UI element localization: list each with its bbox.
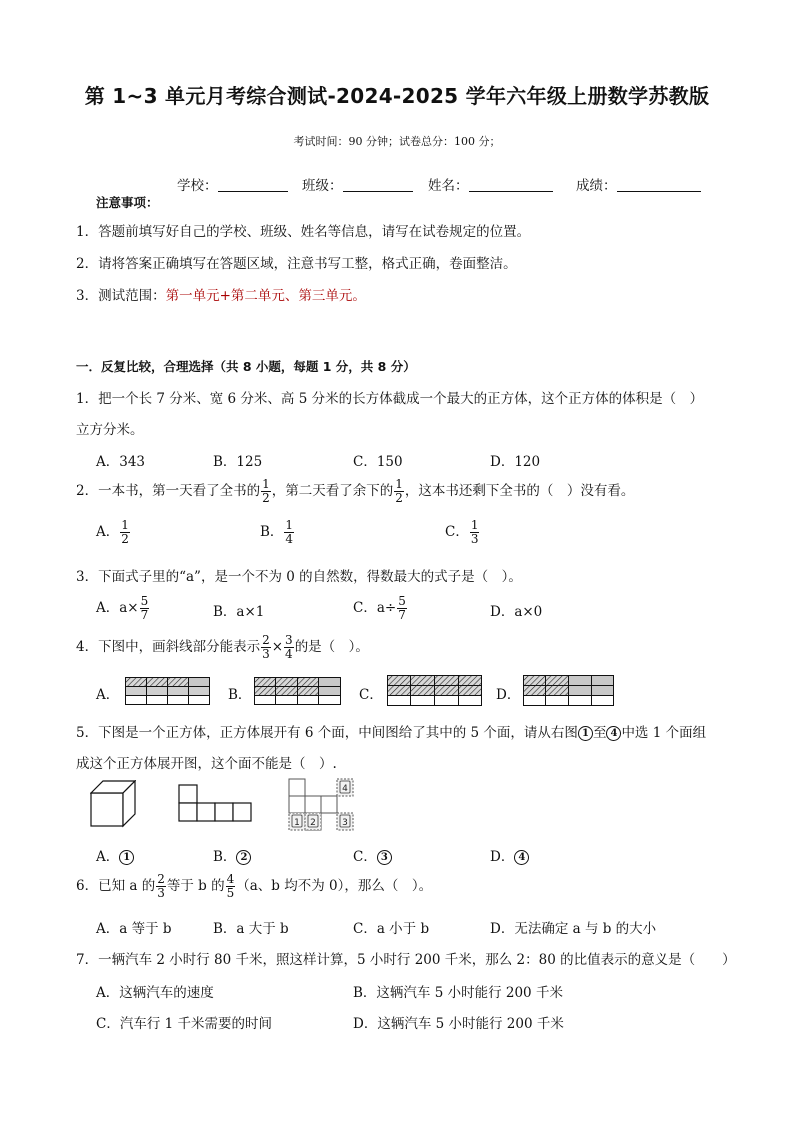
q4-text-part2: 的是（ ）。 bbox=[294, 639, 369, 655]
exam-info: 考试时间：90 分钟；试卷总分：100 分； bbox=[293, 135, 501, 148]
q6-text-part2: 等于 b 的 bbox=[166, 878, 225, 894]
class-blank[interactable] bbox=[343, 177, 413, 192]
q1-text-line2: 立方分米。 bbox=[76, 422, 144, 438]
name-field bbox=[428, 174, 553, 194]
notice-item-1: 1．答题前填写好自己的学校、班级、姓名等信息，请写在试卷规定的位置。 bbox=[76, 224, 531, 240]
notice-heading: 注意事项： bbox=[96, 195, 159, 210]
q2-option-a[interactable] bbox=[96, 519, 131, 546]
page-title: 第 1~3 单元月考综合测试-2024-2025 学年六年级上册数学苏教版 bbox=[84, 84, 710, 108]
q5-option-d-label: D． bbox=[490, 849, 515, 865]
q6-option-d[interactable]: D．无法确定 a 与 b 的大小 bbox=[490, 921, 657, 937]
q4-option-d[interactable]: D． bbox=[496, 687, 521, 703]
q4-times-sign: × bbox=[271, 639, 284, 655]
q5-face-label-1: 1 bbox=[294, 818, 300, 828]
q3-option-a-label: A．a× bbox=[96, 600, 139, 616]
q2-option-b-label: B． bbox=[260, 524, 284, 540]
q2-fraction-2-num: 1 bbox=[395, 477, 403, 491]
q5-option-b-circle: 2 bbox=[236, 850, 251, 865]
q2-text bbox=[76, 478, 634, 505]
q3-option-a-fraction bbox=[140, 595, 150, 622]
q5-to: 至 bbox=[592, 725, 607, 741]
q2-text-part1: 2．一本书，第一天看了全书的 bbox=[76, 483, 261, 499]
q4-option-a[interactable]: A． bbox=[96, 687, 120, 703]
q3-option-c-den: 7 bbox=[398, 608, 406, 622]
q2-text-part2: ，第二天看了余下的 bbox=[271, 483, 394, 499]
q4-option-b-figure[interactable] bbox=[254, 677, 342, 705]
q5-text-part1: 5．下图是一个正方体，正方体展开有 6 个面，中间图给了其中的 5 个面，请从右图 bbox=[76, 725, 578, 741]
q5-option-b-label: B． bbox=[213, 849, 237, 865]
q2-option-c[interactable] bbox=[445, 519, 480, 546]
q5-option-c[interactable] bbox=[353, 845, 392, 865]
q2-fraction-1-den: 2 bbox=[262, 491, 270, 505]
q2-option-b-den: 4 bbox=[285, 532, 294, 546]
q6-option-c[interactable]: C．a 小于 b bbox=[353, 921, 430, 937]
q1-text-line1: 1．把一个长 7 分米、宽 6 分米、高 5 分米的长方体截成一个最大的正方体，这个正方体的体积是（ ） bbox=[76, 391, 704, 407]
name-blank[interactable] bbox=[469, 177, 553, 192]
q1-option-c[interactable]: C．150 bbox=[353, 454, 403, 470]
q4-text-part1: 4．下图中，画斜线部分能表示 bbox=[76, 639, 261, 655]
q2-option-b[interactable] bbox=[260, 519, 295, 546]
test-scope: 第一单元+第二单元、第三单元。 bbox=[165, 288, 366, 304]
q5-face-label-4: 4 bbox=[342, 784, 348, 794]
q5-option-a-circle: 1 bbox=[119, 850, 134, 865]
q6-fraction-1-den: 3 bbox=[157, 886, 165, 900]
notice-item-2: 2．请将答案正确填写在答题区域，注意书写工整，格式正确，卷面整洁。 bbox=[76, 256, 517, 272]
q1-option-a[interactable]: A．343 bbox=[96, 454, 146, 470]
q3-option-a-den: 7 bbox=[140, 608, 149, 622]
q6-fraction-2 bbox=[226, 873, 236, 900]
q4-fraction-2 bbox=[284, 634, 294, 661]
q6-text bbox=[76, 873, 432, 900]
q5-option-a[interactable] bbox=[96, 845, 134, 865]
school-blank[interactable] bbox=[218, 177, 288, 192]
school-label: 学校： bbox=[177, 178, 218, 194]
q5-option-c-label: C． bbox=[353, 849, 377, 865]
q6-fraction-2-den: 5 bbox=[226, 886, 235, 900]
q7-option-a[interactable]: A．这辆汽车的速度 bbox=[96, 985, 214, 1001]
score-field bbox=[576, 174, 701, 194]
q1-option-b[interactable]: B．125 bbox=[213, 454, 263, 470]
q4-option-b[interactable]: B． bbox=[228, 687, 252, 703]
q5-net-with-choices-figure bbox=[288, 778, 358, 832]
q2-text-part3: ，这本书还剩下全书的（ ）没有看。 bbox=[404, 483, 635, 499]
q4-option-c[interactable]: C． bbox=[359, 687, 383, 703]
score-blank[interactable] bbox=[617, 177, 701, 192]
q4-fraction-1-den: 3 bbox=[262, 647, 270, 661]
q4-fraction-1-num: 2 bbox=[262, 633, 270, 647]
q2-option-a-label: A． bbox=[96, 524, 120, 540]
q3-option-a-num: 5 bbox=[140, 594, 149, 608]
q6-text-part1: 6．已知 a 的 bbox=[76, 878, 156, 894]
q6-option-a[interactable]: A．a 等于 b bbox=[96, 921, 172, 937]
q4-fraction-2-num: 3 bbox=[285, 633, 293, 647]
q5-circled-4: 4 bbox=[606, 726, 621, 741]
q5-option-d[interactable] bbox=[490, 845, 529, 865]
q5-text-line2: 成这个正方体展开图，这个面不能是（ ）. bbox=[76, 756, 337, 772]
notice-item-3-prefix: 3．测试范围： bbox=[76, 288, 166, 304]
name-label: 姓名： bbox=[428, 178, 469, 194]
q6-fraction-1 bbox=[156, 873, 166, 900]
q3-option-c[interactable] bbox=[353, 595, 408, 622]
q2-option-b-num: 1 bbox=[285, 518, 294, 532]
q4-option-d-figure[interactable] bbox=[523, 675, 615, 707]
q5-text-part2: 中选 1 个面组 bbox=[621, 725, 707, 741]
q2-option-c-label: C． bbox=[445, 524, 469, 540]
q2-option-c-num: 1 bbox=[470, 518, 479, 532]
section-1-heading: 一．反复比较，合理选择（共 8 小题，每题 1 分，共 8 分） bbox=[76, 359, 416, 374]
q3-option-d[interactable]: D．a×0 bbox=[490, 604, 543, 620]
q4-option-a-figure[interactable] bbox=[125, 677, 211, 705]
q3-option-c-fraction bbox=[397, 595, 407, 622]
q2-fraction-2-den: 2 bbox=[395, 491, 403, 505]
notice-item-3 bbox=[76, 284, 366, 304]
class-label: 班级： bbox=[302, 178, 343, 194]
q5-cube-figure bbox=[90, 780, 136, 828]
q4-fraction-2-den: 4 bbox=[285, 647, 293, 661]
score-label: 成绩： bbox=[576, 178, 617, 194]
q4-fraction-1 bbox=[261, 634, 271, 661]
q2-fraction-1-num: 1 bbox=[262, 477, 270, 491]
q3-option-a[interactable] bbox=[96, 595, 150, 622]
q2-option-a-den: 2 bbox=[121, 532, 129, 546]
q6-fraction-1-num: 2 bbox=[157, 872, 165, 886]
q2-option-b-fraction bbox=[284, 519, 294, 546]
q6-fraction-2-num: 4 bbox=[226, 872, 235, 886]
q5-option-c-circle: 3 bbox=[377, 850, 392, 865]
q1-option-d[interactable]: D．120 bbox=[490, 454, 541, 470]
q5-option-b[interactable] bbox=[213, 845, 251, 865]
q7-option-d[interactable]: D．这辆汽车 5 小时能行 200 千米 bbox=[353, 1016, 564, 1032]
q4-text bbox=[76, 634, 369, 661]
q5-option-d-circle: 4 bbox=[514, 850, 529, 865]
q2-option-a-num: 1 bbox=[121, 518, 129, 532]
school-field bbox=[177, 174, 288, 194]
q2-option-a-fraction bbox=[120, 519, 130, 546]
q3-option-c-label: C．a÷ bbox=[353, 600, 397, 616]
q2-option-c-fraction bbox=[470, 519, 480, 546]
q6-text-part3: （a、b 均不为 0），那么（ ）。 bbox=[236, 878, 433, 894]
q7-option-c[interactable]: C．汽车行 1 千米需要的时间 bbox=[96, 1016, 273, 1032]
q3-text: 3．下面式子里的“a”，是一个不为 0 的自然数，得数最大的式子是（ ）。 bbox=[76, 569, 522, 585]
q5-option-a-label: A． bbox=[96, 849, 120, 865]
q5-circled-1: 1 bbox=[578, 726, 593, 741]
q5-net-figure bbox=[178, 784, 253, 822]
q7-text: 7．一辆汽车 2 小时行 80 千米，照这样计算，5 小时行 200 千米，那么 2：80 的比值表示的意义是（ ） bbox=[76, 952, 736, 968]
class-field bbox=[302, 174, 413, 194]
q3-option-c-num: 5 bbox=[398, 594, 406, 608]
q5-text-line1 bbox=[76, 721, 706, 741]
q6-option-b[interactable]: B．a 大于 b bbox=[213, 921, 289, 937]
q5-face-label-3: 3 bbox=[342, 818, 348, 828]
q7-option-b[interactable]: B．这辆汽车 5 小时能行 200 千米 bbox=[353, 985, 563, 1001]
q5-face-label-2: 2 bbox=[310, 818, 316, 828]
q2-option-c-den: 3 bbox=[470, 532, 479, 546]
q2-fraction-2 bbox=[394, 478, 404, 505]
q4-option-c-figure[interactable] bbox=[387, 675, 483, 707]
q3-option-b[interactable]: B．a×1 bbox=[213, 604, 265, 620]
q2-fraction-1 bbox=[261, 478, 271, 505]
